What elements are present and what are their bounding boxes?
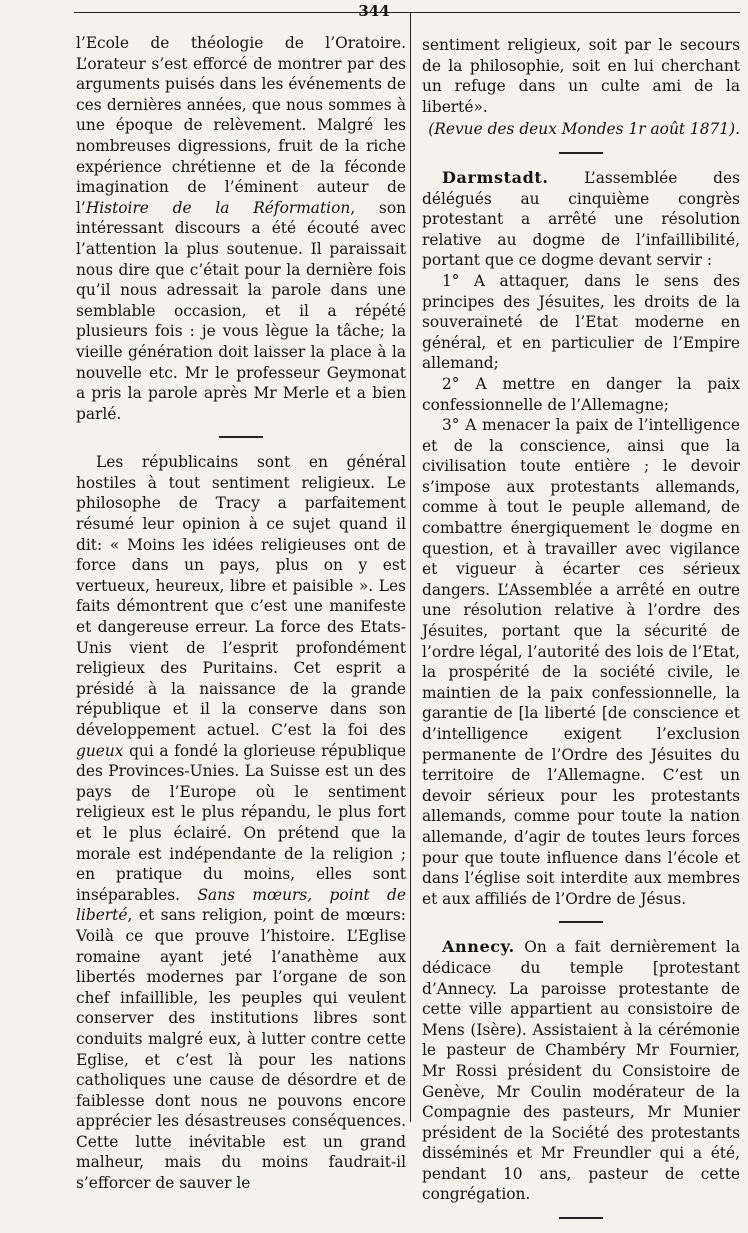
header-rule xyxy=(74,12,740,13)
italic-phrase: Sans mœurs, point de liberté xyxy=(76,885,406,925)
paragraph-oratoire xyxy=(76,33,406,424)
text-run: On a fait dernièrement la dédicace du temple [protestant d’Annecy. La paroisse protestante de cette ville appartient au consistoire de Mens (Isère). Assistaient à la cérémonie le pasteur de Chambéry Mr Fournier, Mr Rossi président du Consistoire de Genève, Mr Coulin modérateur de la Compagnie des pasteurs, Mr Munier président de la Société des protestants disséminés et Mr Freundler qui a été, pendant 10 ans, pasteur de cette congrégation. xyxy=(422,938,740,1204)
section-separator xyxy=(559,921,603,923)
page-number: 344 xyxy=(358,2,390,20)
section-separator xyxy=(559,1217,603,1219)
paragraph-annecy xyxy=(422,937,740,1205)
list-item-1: 1° A attaquer, dans le sens des principes des Jésuites, les droits de la souveraineté de l’Etat moderne en général, et en particulier de l’Empire allemand; xyxy=(422,271,740,373)
text-run: l’Ecole de théologie de l’Oratoire. L’orateur s’est efforcé de montrer par des arguments puisés dans les événements de ces dernières années, que nous sommes à une époque de relèvement. Malgré les nombreuses digressions, fruit de la riche expérience chrétienne et de la féconde imagination de l’éminent auteur de l’ xyxy=(76,34,406,217)
place-heading-annecy: Annecy. xyxy=(442,937,515,957)
text-run: , son intéressant discours a été écouté avec l’attention la plus soutenue. Il paraissait nous dire que c’était pour la dernière fois qu’il nous adressait la parole dans une semblable occasion, et il a répété plusieurs fois : je vous lègue la tâche; la vieille génération doit laisser la place à la nouvelle etc. Mr le professeur Geymonat a pris la parole après Mr Merle et a bien parlé. xyxy=(76,198,406,423)
paragraph-continuation: sentiment religieux, soit par le secours de la philosophie, soit en lui cherchant un refuge dans un culte ami de la liberté». xyxy=(422,36,740,116)
text-run: L’assemblée des délégués au cinquième congrès protestant a arrêté une résolution relative au dogme de l’infaillibilité, portant que ce dogme devant servir : xyxy=(422,168,740,270)
text-run: Les républicains sont en général hostiles à tout sentiment religieux. Le philosophe de Tracy a parfaitement résumé leur opinion à ce sujet quand il dit: « Moins les idées religieuses ont de force dans un pays, plus on y est vertueux, heureux, libre et paisible ». Les faits démontrent que c’est une manifeste et dangereuse erreur. La force des Etats-Unis vient de l’esprit profondément religieux des Puritains. Cet esprit a présidé à la naissance de la grande république et il la conserve dans son développement actuel. C’est la foi des xyxy=(76,453,406,739)
text-run: qui a fondé la glorieuse république des Provinces-Unies. La Suisse est un des pays de l’Europe où le sentiment religieux est le plus répandu, le plus fort et le plus éclairé. On prétend que la morale est indépendante de la religion ; en pratique du moins, elles sont inséparables. xyxy=(76,741,406,904)
text-run: , et sans religion, point de mœurs: Voilà ce que prouve l’histoire. L’Eglise romaine ayant jeté l’anathème aux libertés modernes par l’organe de son chef infaillible, les peuples qui veulent conserver des institutions libres sont conduits malgré eux, à lutter contre cette Eglise, et c’est là pour les nations catholiques une cause de désordre et de faiblesse dont nous ne pouvons encore apprécier les désastreuses conséquences. Cette lutte inévitable est un grand malheur, mais du moins faudrait-il s’efforcer de sauver le xyxy=(76,906,406,1193)
list-item-2: 2° A mettre en danger la paix confessionnelle de l’Allemagne; xyxy=(422,374,740,414)
paragraph-darmstadt xyxy=(422,168,740,271)
paragraph-republicains xyxy=(76,452,406,1193)
right-column xyxy=(422,35,740,1233)
section-separator xyxy=(559,152,603,154)
left-column xyxy=(76,33,406,1194)
place-heading-darmstadt: Darmstadt. xyxy=(442,167,549,187)
italic-title: Histoire de la Réformation xyxy=(85,198,351,217)
column-divider xyxy=(410,12,411,1122)
italic-word: gueux xyxy=(76,741,124,760)
list-item-3: 3° A menacer la paix de l’intelligence et de la conscience, ainsi que la civilisation toute entière ; le devoir s’impose aux protestants allemands, comme à tout le peuple allemand, de combattre énergiquement le dogme en question, et à travailler avec vigilance et vigueur à écarter ces sérieux dangers. L’Assemblée a arrêté en outre une résolution relative à l’ordre des Jésuites, portant que la sécurité de l’ordre légal, l’autorité des lois de l’Etat, la prospérité de la société civile, le maintien de la paix confessionnelle, la garantie de [la liberté [de conscience et d’intelligence exigent l’exclusion permanente de l’Ordre des Jésuites du territoire de l’Allemagne. C’est un devoir sérieux pour les protestants allemands, comme pour toute la nation allemande, d’agir de toutes leurs forces pour que toute influence dans l’école et dans l’église soit interdite aux membres et aux affiliés de l’Ordre de Jésus. xyxy=(422,416,740,908)
section-separator xyxy=(219,436,263,438)
source-citation: (Revue des deux Mondes 1r août 1871). xyxy=(428,120,740,139)
